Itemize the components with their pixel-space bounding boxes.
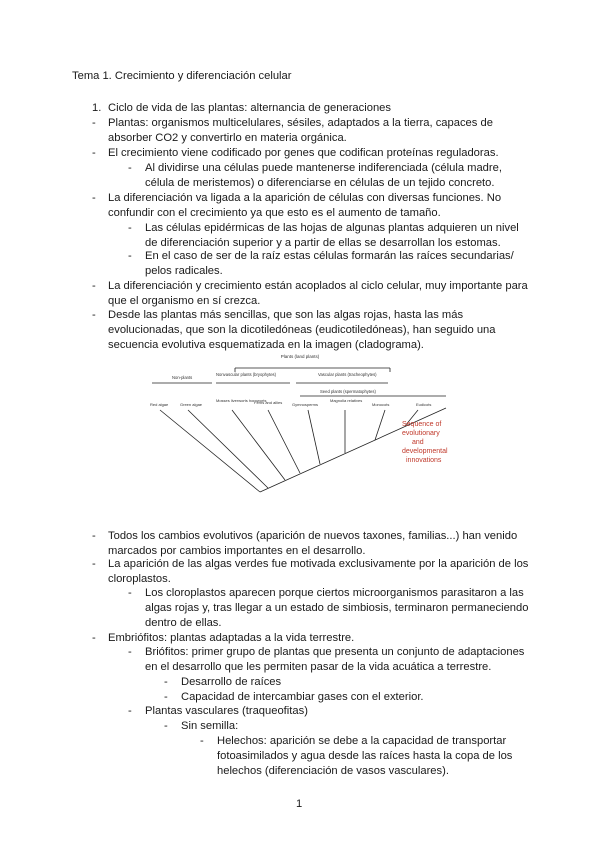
list-item: Plantas vasculares (traqueofitas) xyxy=(145,705,308,717)
list-item: Al dividirse una células puede mantenerse indiferenciada (célula madre, célula de meristemos) o diferenciarse en células de un tejido concreto. xyxy=(145,162,502,189)
list-bullet: - xyxy=(128,587,132,599)
list-item: Capacidad de intercambiar gases con el exterior. xyxy=(181,691,424,703)
list-item: Helechos: aparición se debe a la capacidad de transportar fotoasimilados y agua desde las raíces hasta la copa de los helechos (diferenciación de vasos vasculares). xyxy=(217,735,513,777)
list-bullet: - xyxy=(128,646,132,658)
list-item: Desde las plantas más sencillas, que son las algas rojas, hasta las más evolucionadas, que son la dicotiledóneas (eudicotiledóneas), han seguido una secuencia evolutiva esquematizada en la imagen (cladograma). xyxy=(108,309,496,351)
list-bullet: - xyxy=(92,309,96,321)
figure-legend-line: and xyxy=(412,439,424,446)
list-item: La diferenciación va ligada a la aparición de células con diversas funciones. No confundir con el crecimiento ya que esto es el aumento de tamaño. xyxy=(108,192,502,219)
list-item: Plantas: organismos multicelulares, sésiles, adaptados a la tierra, capaces de absorber CO2 y convertirlo en materia orgánica. xyxy=(108,117,493,144)
list-bullet: - xyxy=(164,691,168,703)
list-bullet: - xyxy=(128,705,132,717)
figure-legend-line: developmental xyxy=(402,448,448,455)
figure-taxon: Ferns and allies xyxy=(254,400,283,405)
page-title: Tema 1. Crecimiento y diferenciación celular xyxy=(72,70,292,82)
list-bullet: - xyxy=(128,222,132,234)
list-item: El crecimiento viene codificado por genes que codifican proteínas reguladoras. xyxy=(108,147,499,159)
list-item: Las células epidérmicas de las hojas de algunas plantas adquieren un nivel de diferenciación superior y a partir de ellas se desarrollan los estomas. xyxy=(145,222,519,249)
list-bullet: - xyxy=(92,558,96,570)
figure-group-label: Non-plants xyxy=(172,375,193,380)
list-bullet: - xyxy=(92,117,96,129)
list-bullet: - xyxy=(92,530,96,542)
figure-taxon: Monocots xyxy=(372,402,390,407)
list-item: Desarrollo de raíces xyxy=(181,676,282,688)
list-bullet: - xyxy=(200,735,204,747)
list-bullet: - xyxy=(92,147,96,159)
figure-top-label: Plants (land plants) xyxy=(280,354,320,359)
figure-group-label: Nonvascular plants (bryophytes) xyxy=(216,372,277,377)
figure-taxon: Gymnosperms xyxy=(292,402,319,407)
list-item: Ciclo de vida de las plantas: alternancia de generaciones xyxy=(108,102,391,114)
figure-taxon: Magnolia relatives xyxy=(330,398,363,403)
list-item: La diferenciación y crecimiento están acoplados al ciclo celular, muy importante para que el organismo en sí crezca. xyxy=(108,280,528,307)
list-item: Sin semilla: xyxy=(181,720,239,732)
list-item: Briófitos: primer grupo de plantas que presenta un conjunto de adaptaciones en el desarrollo que les permiten pasar de la vida acuática a terrestre. xyxy=(145,646,525,673)
figure-seed-label: Seed plants (spermatophytes) xyxy=(320,389,376,394)
figure-taxon: Mosses liverworts hornworts xyxy=(216,398,267,403)
list-bullet: - xyxy=(164,676,168,688)
list-item: La aparición de las algas verdes fue motivada exclusivamente por la aparición de los cloroplastos. xyxy=(108,558,529,585)
list-bullet: - xyxy=(128,162,132,174)
figure-taxon: Eudicots xyxy=(416,402,432,407)
list-item: Los cloroplastos aparecen porque ciertos microorganismos parasitaron a las algas rojas y, tras llegar a un estado de simbiosis, terminaron permaneciendo dentro de ellas. xyxy=(145,587,529,629)
list-item: En el caso de ser de la raíz estas células formarán las raíces secundarias/ pelos radicales. xyxy=(145,250,514,277)
list-bullet: 1. xyxy=(92,102,102,114)
list-bullet: - xyxy=(164,720,168,732)
figure-legend-line: Sequence of xyxy=(402,421,442,428)
list-bullet: - xyxy=(92,632,96,644)
cladogram-figure xyxy=(150,352,450,497)
figure-taxon: Red algae xyxy=(150,402,169,407)
list-bullet: - xyxy=(92,280,96,292)
list-bullet: - xyxy=(128,250,132,262)
list-item: Todos los cambios evolutivos (aparición de nuevos taxones, familias...) han venido marcados por cambios importantes en el desarrollo. xyxy=(108,530,518,557)
list-bullet: - xyxy=(92,192,96,204)
page-number: 1 xyxy=(296,798,303,810)
figure-legend-line: innovations xyxy=(406,457,442,464)
figure-legend-line: evolutionary xyxy=(402,430,440,437)
figure-group-label: Vascular plants (tracheophytes) xyxy=(318,372,377,377)
list-item: Embriófitos: plantas adaptadas a la vida terrestre. xyxy=(108,632,355,644)
figure-taxon: Green algae xyxy=(180,402,203,407)
